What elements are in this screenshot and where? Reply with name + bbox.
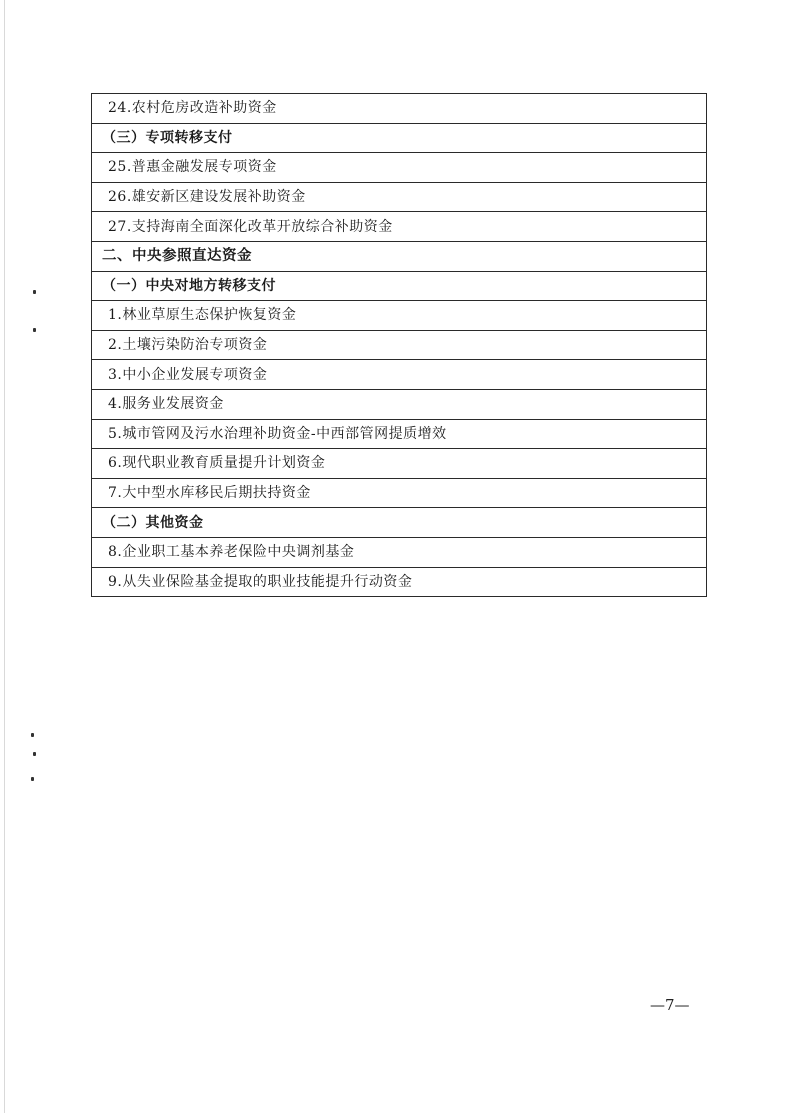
page-number: —7— (650, 996, 690, 1014)
table-row (92, 94, 707, 124)
table-row (92, 301, 707, 331)
scan-speck (31, 733, 34, 737)
table-row (92, 508, 707, 538)
page-edge-line (4, 0, 5, 1113)
table-row (92, 271, 707, 301)
table-cell: 2.土壤污染防治专项资金 (92, 330, 707, 360)
table-cell: 9.从失业保险基金提取的职业技能提升行动资金 (92, 567, 707, 597)
scan-speck (33, 328, 36, 332)
table-row (92, 389, 707, 419)
section-heading-cell: （二）其他资金 (92, 508, 707, 538)
table-row (92, 330, 707, 360)
fund-list-table (91, 93, 707, 597)
section-heading-cell: （一）中央对地方转移支付 (92, 271, 707, 301)
table-cell: 1.林业草原生态保护恢复资金 (92, 301, 707, 331)
table-row (92, 537, 707, 567)
table-row (92, 449, 707, 479)
table-row (92, 360, 707, 390)
table-cell: 3.中小企业发展专项资金 (92, 360, 707, 390)
table-row (92, 182, 707, 212)
table-cell: 8.企业职工基本养老保险中央调剂基金 (92, 537, 707, 567)
table-cell: 27.支持海南全面深化改革开放综合补助资金 (92, 212, 707, 242)
table-cell: 7.大中型水库移民后期扶持资金 (92, 478, 707, 508)
table-cell: 24.农村危房改造补助资金 (92, 94, 707, 124)
table-cell: 4.服务业发展资金 (92, 389, 707, 419)
table-row (92, 241, 707, 271)
table-row (92, 478, 707, 508)
table-row (92, 153, 707, 183)
table-cell: 26.雄安新区建设发展补助资金 (92, 182, 707, 212)
table-cell: 25.普惠金融发展专项资金 (92, 153, 707, 183)
table-cell: 6.现代职业教育质量提升计划资金 (92, 449, 707, 479)
table-row (92, 123, 707, 153)
scan-speck (31, 777, 34, 781)
table-row (92, 419, 707, 449)
table-row (92, 567, 707, 597)
table-row (92, 212, 707, 242)
category-heading-cell: 二、中央参照直达资金 (92, 241, 707, 271)
scan-speck (33, 752, 36, 756)
table-cell: 5.城市管网及污水治理补助资金-中西部管网提质增效 (92, 419, 707, 449)
scan-speck (33, 290, 36, 294)
section-heading-cell: （三）专项转移支付 (92, 123, 707, 153)
